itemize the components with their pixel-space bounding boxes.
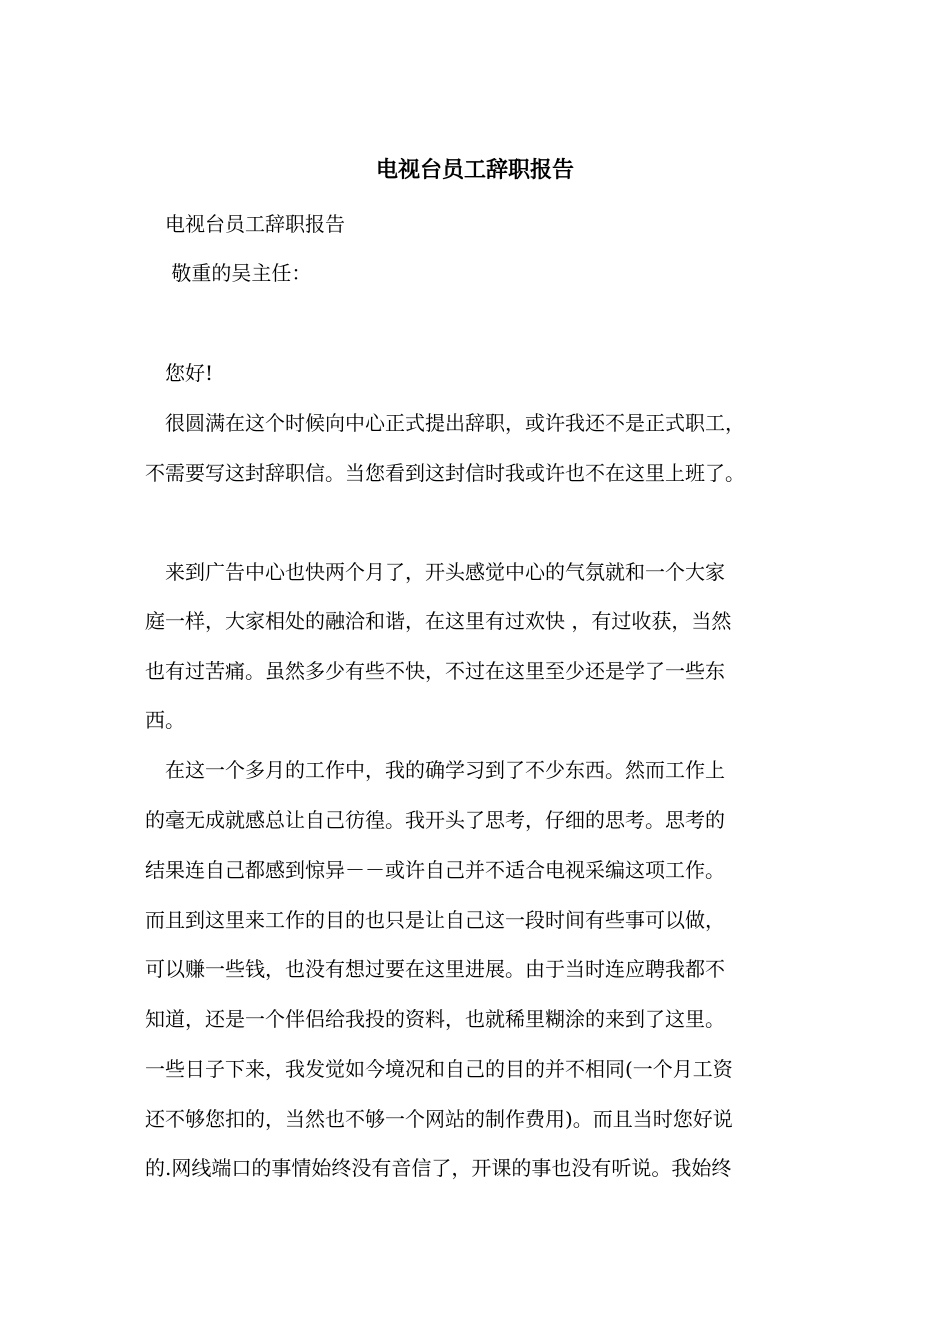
body-line-salutation: 敬重的吴主任： <box>145 261 312 285</box>
body-line: 也有过苦痛。虽然多少有些不快，不过在这里至少还是学了一些东 <box>145 659 725 683</box>
body-line: 知道，还是一个伴侣给我投的资料，也就稀里糊涂的来到了这里。 <box>145 1007 725 1031</box>
body-line: 可以赚一些钱，也没有想过要在这里进展。由于当时连应聘我都不 <box>145 957 725 981</box>
body-line: 而且到这里来工作的目的也只是让自己这一段时间有些事可以做， <box>145 908 725 932</box>
body-line: 的.网线端口的事情始终没有音信了，开课的事也没有听说。我始终 <box>145 1156 732 1180</box>
body-line: 来到广告中心也快两个月了，开头感觉中心的气氛就和一个大家 <box>145 560 725 584</box>
body-line: 西。 <box>145 708 185 732</box>
body-line-subtitle: 电视台员工辞职报告 <box>145 212 345 236</box>
body-line: 的毫无成就感总让自己彷徨。我开头了思考，仔细的思考。思考的 <box>145 808 725 832</box>
body-line: 还不够您扣的，当然也不够一个网站的制作费用)。而且当时您好说 <box>145 1107 733 1131</box>
body-line: 不需要写这封辞职信。当您看到这封信时我或许也不在这里上班了。 <box>145 461 745 485</box>
body-line: 庭一样，大家相处的融洽和谐，在这里有过欢快 ，有过收获，当然 <box>145 609 732 633</box>
body-line: 一些日子下来，我发觉如今境况和自己的目的并不相同(一个月工资 <box>145 1057 733 1081</box>
document-title: 电视台员工辞职报告 <box>375 157 574 183</box>
body-line: 很圆满在这个时候向中心正式提出辞职，或许我还不是正式职工， <box>145 411 745 435</box>
body-line: 结果连自己都感到惊异－－或许自己并不适合电视采编这项工作。 <box>145 858 725 882</box>
body-line: 在这一个多月的工作中，我的确学习到了不少东西。然而工作上 <box>145 758 725 782</box>
body-line-greeting: 您好! <box>145 361 214 385</box>
